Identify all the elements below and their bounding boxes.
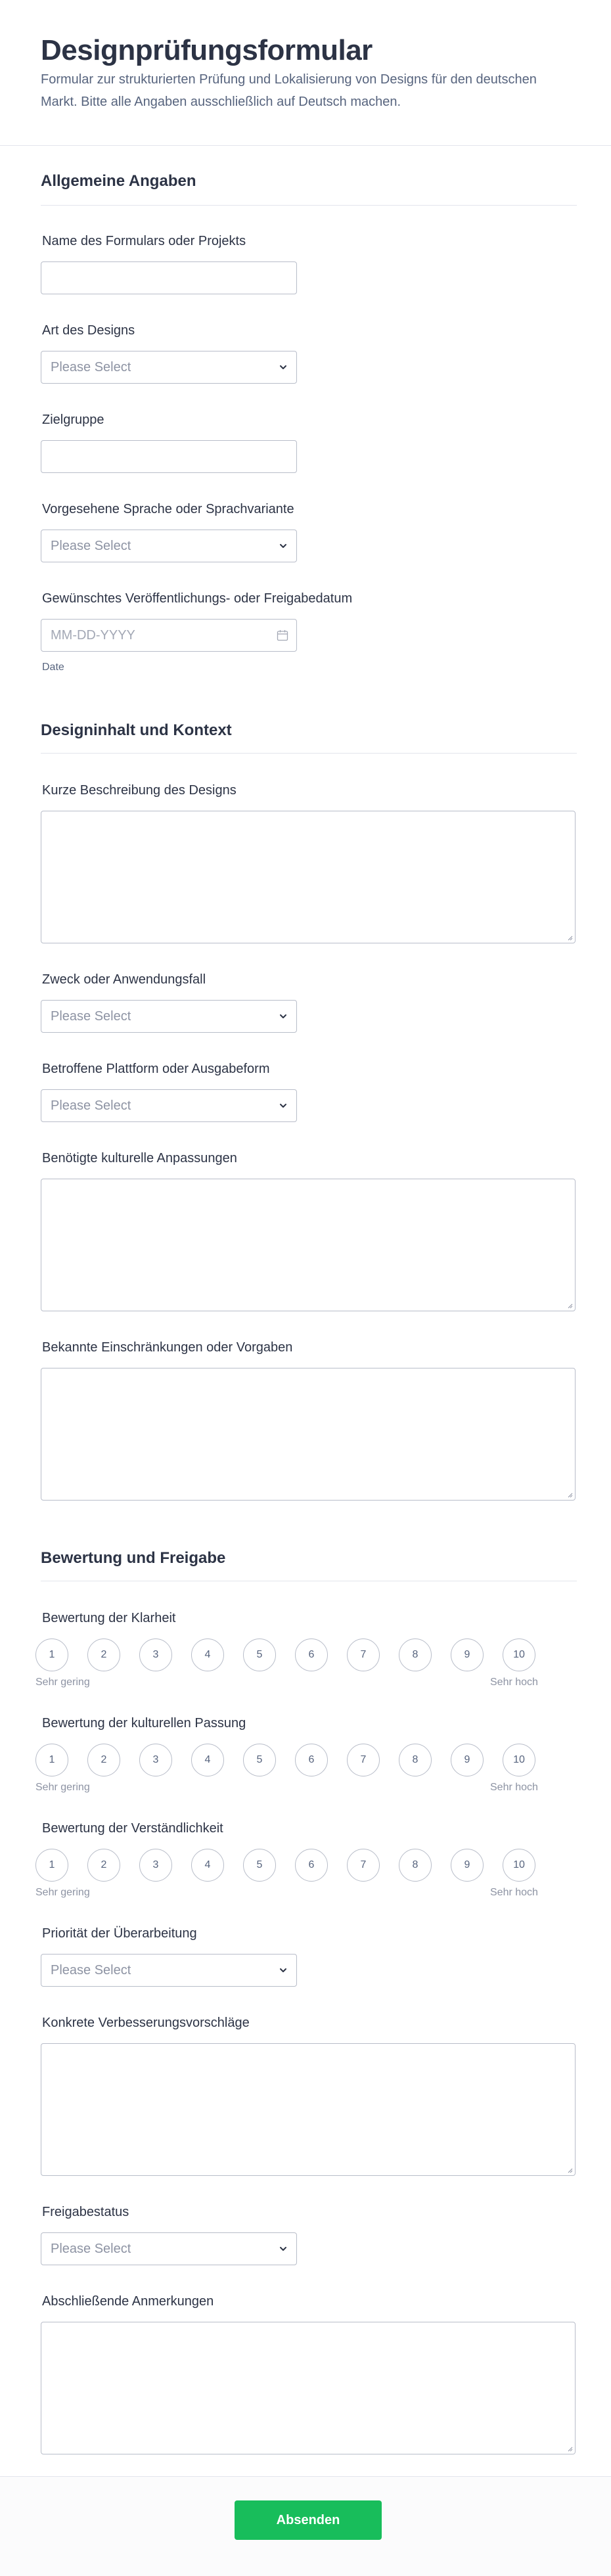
clarity-label: Bewertung der Klarheit [42, 1611, 176, 1625]
purpose-placeholder: Please Select [51, 1009, 131, 1024]
fit-rating-option[interactable]: 7 [347, 1744, 380, 1776]
submit-button[interactable]: Absenden [235, 2500, 382, 2540]
form-title: Designprüfungsformular [41, 34, 373, 66]
scale-high-label: Sehr hoch [490, 1677, 538, 1688]
clarity-rating-option[interactable]: 1 [35, 1638, 68, 1671]
section-divider [41, 753, 577, 754]
scale-low-label: Sehr gering [35, 1677, 90, 1688]
understand-scale [35, 1849, 554, 1901]
purpose-label: Zweck oder Anwendungsfall [42, 972, 206, 987]
audience-label: Zielgruppe [42, 413, 104, 427]
platform-select[interactable] [41, 1089, 297, 1122]
approval-placeholder: Please Select [51, 2242, 131, 2256]
clarity-rating-option[interactable]: 6 [295, 1638, 328, 1671]
understand-rating-option[interactable]: 4 [191, 1849, 224, 1882]
form-footer [0, 2476, 611, 2576]
priority-select[interactable] [41, 1954, 297, 1987]
cultural-label: Benötigte kulturelle Anpassungen [42, 1151, 237, 1165]
resize-grip-icon[interactable] [566, 2445, 573, 2452]
fit-rating-option[interactable]: 9 [451, 1744, 484, 1776]
audience-input[interactable] [41, 440, 297, 473]
fit-rating-option[interactable]: 2 [87, 1744, 120, 1776]
release-date-sublabel: Date [42, 662, 64, 673]
section-title-content: Designinhalt und Kontext [41, 721, 232, 739]
suggestions-label: Konkrete Verbesserungsvorschläge [42, 2016, 250, 2030]
chevron-down-icon [277, 1964, 290, 1977]
clarity-rating-option[interactable]: 2 [87, 1638, 120, 1671]
clarity-rating-option[interactable]: 10 [503, 1638, 535, 1671]
clarity-scale [35, 1638, 554, 1691]
name-label: Name des Formulars oder Projekts [42, 234, 246, 248]
section-title-rating: Bewertung und Freigabe [41, 1549, 226, 1567]
clarity-rating-option[interactable]: 7 [347, 1638, 380, 1671]
platform-label: Betroffene Plattform oder Ausgabeform [42, 1062, 270, 1076]
priority-placeholder: Please Select [51, 1963, 131, 1977]
fit-rating-option[interactable]: 6 [295, 1744, 328, 1776]
scale-low-label: Sehr gering [35, 1782, 90, 1793]
description-label: Kurze Beschreibung des Designs [42, 783, 237, 798]
clarity-rating-option[interactable]: 8 [399, 1638, 432, 1671]
resize-grip-icon[interactable] [566, 1491, 573, 1498]
name-input[interactable] [41, 261, 297, 294]
approval-select[interactable] [41, 2232, 297, 2265]
fit-rating-option[interactable]: 3 [139, 1744, 172, 1776]
understand-rating-option[interactable]: 2 [87, 1849, 120, 1882]
design-type-select[interactable] [41, 351, 297, 384]
release-date-label: Gewünschtes Veröffentlichungs- oder Freigabedatum [42, 591, 353, 606]
language-placeholder: Please Select [51, 539, 131, 553]
platform-placeholder: Please Select [51, 1098, 131, 1113]
release-date-input[interactable] [41, 619, 297, 652]
chevron-down-icon [277, 1010, 290, 1023]
understand-rating-option[interactable]: 5 [243, 1849, 276, 1882]
purpose-select[interactable] [41, 1000, 297, 1033]
release-date-placeholder: MM-DD-YYYY [51, 628, 135, 643]
fit-rating-option[interactable]: 4 [191, 1744, 224, 1776]
language-label: Vorgesehene Sprache oder Sprachvariante [42, 502, 294, 516]
clarity-rating-option[interactable]: 4 [191, 1638, 224, 1671]
design-type-label: Art des Designs [42, 323, 135, 338]
understand-rating-option[interactable]: 7 [347, 1849, 380, 1882]
cultural-textarea[interactable] [41, 1179, 576, 1311]
scale-low-label: Sehr gering [35, 1887, 90, 1898]
fit-scale [35, 1744, 554, 1796]
understand-rating-option[interactable]: 8 [399, 1849, 432, 1882]
understand-rating-option[interactable]: 3 [139, 1849, 172, 1882]
chevron-down-icon [277, 2242, 290, 2255]
scale-high-label: Sehr hoch [490, 1887, 538, 1898]
language-select[interactable] [41, 530, 297, 562]
clarity-rating-option[interactable]: 5 [243, 1638, 276, 1671]
approval-label: Freigabestatus [42, 2205, 129, 2219]
resize-grip-icon[interactable] [566, 2167, 573, 2173]
clarity-rating-option[interactable]: 3 [139, 1638, 172, 1671]
understand-label: Bewertung der Verständlichkeit [42, 1821, 223, 1836]
form-header [0, 0, 611, 146]
fit-rating-option[interactable]: 5 [243, 1744, 276, 1776]
section-divider [41, 205, 577, 206]
resize-grip-icon[interactable] [566, 934, 573, 941]
calendar-icon[interactable] [277, 629, 288, 641]
understand-rating-option[interactable]: 9 [451, 1849, 484, 1882]
priority-label: Priorität der Überarbeitung [42, 1926, 197, 1941]
description-textarea[interactable] [41, 811, 576, 943]
resize-grip-icon[interactable] [566, 1302, 573, 1309]
clarity-rating-option[interactable]: 9 [451, 1638, 484, 1671]
constraints-label: Bekannte Einschränkungen oder Vorgaben [42, 1340, 293, 1355]
fit-rating-option[interactable]: 1 [35, 1744, 68, 1776]
section-title-general: Allgemeine Angaben [41, 172, 196, 190]
fit-rating-option[interactable]: 8 [399, 1744, 432, 1776]
chevron-down-icon [277, 361, 290, 374]
understand-rating-option[interactable]: 1 [35, 1849, 68, 1882]
form-description: Formular zur strukturierten Prüfung und Lokalisierung von Designs für den deutschen Markt. Bitte alle Angaben ausschließlich auf Deutsch machen. [41, 72, 537, 109]
design-type-placeholder: Please Select [51, 360, 131, 374]
remarks-label: Abschließende Anmerkungen [42, 2294, 214, 2309]
remarks-textarea[interactable] [41, 2322, 576, 2454]
scale-high-label: Sehr hoch [490, 1782, 538, 1793]
understand-rating-option[interactable]: 6 [295, 1849, 328, 1882]
suggestions-textarea[interactable] [41, 2043, 576, 2176]
understand-rating-option[interactable]: 10 [503, 1849, 535, 1882]
chevron-down-icon [277, 539, 290, 553]
fit-label: Bewertung der kulturellen Passung [42, 1716, 246, 1730]
fit-rating-option[interactable]: 10 [503, 1744, 535, 1776]
constraints-textarea[interactable] [41, 1368, 576, 1501]
chevron-down-icon [277, 1099, 290, 1112]
